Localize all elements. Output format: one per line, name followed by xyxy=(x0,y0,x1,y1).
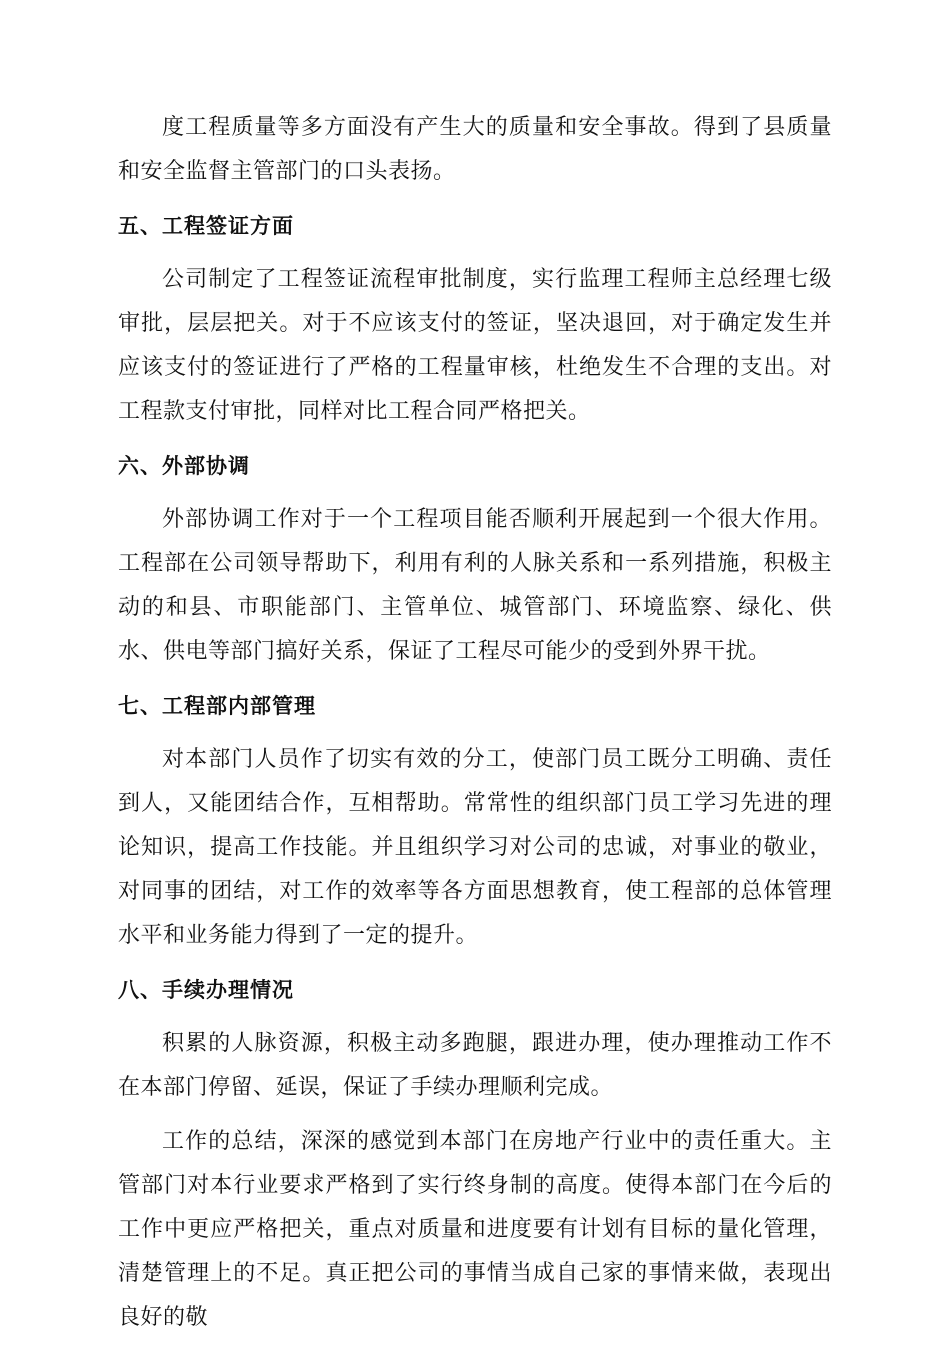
paragraph-internal-management: 对本部门人员作了切实有效的分工，使部门员工既分工明确、责任到人，又能团结合作，互相帮助。常常性的组织部门员工学习先进的理论知识，提高工作技能。并且组织学习对公司的忠诚，对事业的敬业，对同事的团结，对工作的效率等各方面思想教育，使工程部的总体管理水平和业务能力得到了一定的提升。 xyxy=(118,747,832,948)
heading-section-5: 五、工程签证方面 xyxy=(118,214,294,238)
heading-section-7: 七、工程部内部管理 xyxy=(118,694,316,718)
heading-section-8: 八、手续办理情况 xyxy=(118,978,294,1002)
heading-section-6: 六、外部协调 xyxy=(118,454,250,478)
paragraph-quality-praise: 度工程质量等多方面没有产生大的质量和安全事故。得到了县质量和安全监督主管部门的口头表扬。 xyxy=(118,115,832,184)
paragraph-external-coordination: 外部协调工作对于一个工程项目能否顺利开展起到一个很大作用。工程部在公司领导帮助下，利用有利的人脉关系和一系列措施，积极主动的和县、市职能部门、主管单位、城管部门、环境监察、绿化、供水、供电等部门搞好关系，保证了工程尽可能少的受到外界干扰。 xyxy=(118,507,832,664)
document-page xyxy=(118,106,832,1350)
paragraph-summary: 工作的总结，深深的感觉到本部门在房地产行业中的责任重大。主管部门对本行业要求严格到了实行终身制的高度。使得本部门在今后的工作中更应严格把关，重点对质量和进度要有计划有目标的量化管理，清楚管理上的不足。真正把公司的事情当成自己家的事情来做，表现出良好的敬 xyxy=(118,1129,832,1330)
paragraph-procedures: 积累的人脉资源，积极主动多跑腿，跟进办理，使办理推动工作不在本部门停留、延误，保证了手续办理顺利完成。 xyxy=(118,1031,832,1100)
paragraph-visa-approval: 公司制定了工程签证流程审批制度，实行监理工程师主总经理七级审批，层层把关。对于不应该支付的签证，坚决退回，对于确定发生并应该支付的签证进行了严格的工程量审核，杜绝发生不合理的支出。对工程款支付审批，同样对比工程合同严格把关。 xyxy=(118,267,832,424)
